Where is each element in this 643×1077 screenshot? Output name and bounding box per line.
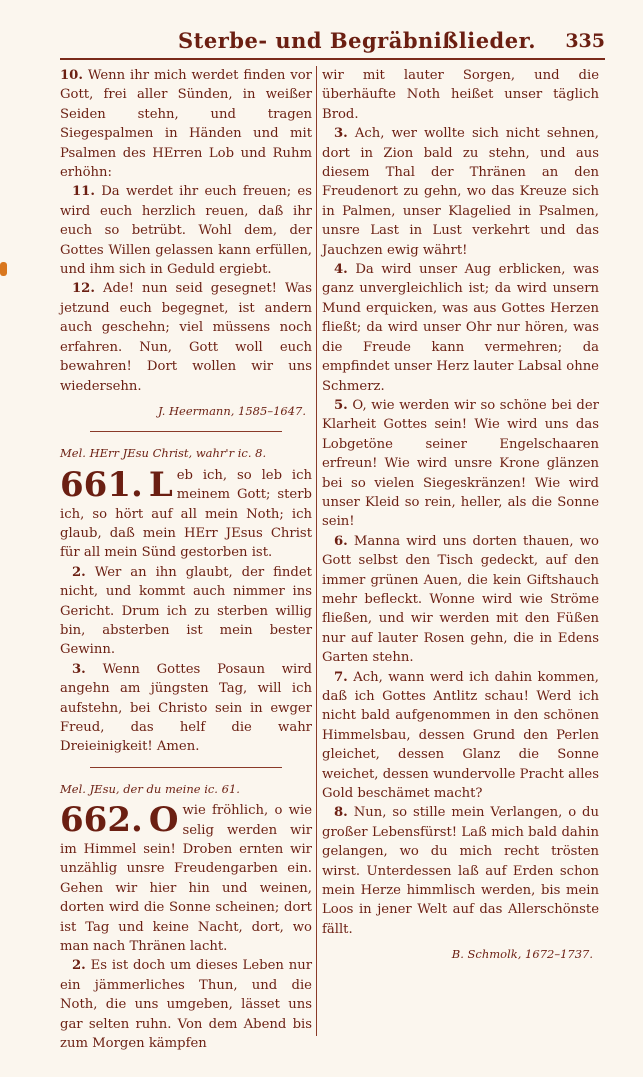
verse-text: Wenn ihr mich werdet finden vor Gott, frei aller Sünden, in weißer Seiden stehn, und tragen Siegespalmen in Händen und mit Psalmen des HErren Lob und Ruhm erhöhn: bbox=[60, 68, 312, 181]
verse-number: 7. bbox=[334, 669, 348, 685]
verse-number: 4. bbox=[334, 262, 348, 278]
verse-4 bbox=[322, 260, 599, 396]
hymn-separator bbox=[90, 431, 282, 432]
verse-text: Nun, so stille mein Verlangen, o du großer Lebensfürst! Laß mich bald dahin gelangen, wo du mich recht trösten wirst. Unterdessen laß auf Erden schon mein Herze himmlisch werden, bis mein Loos in jener Welt auf das Allerschönste fällt. bbox=[322, 805, 599, 937]
verse-text: Ade! nun seid gesegnet! Was jetzund euch begegnet, ist andern auch geschehn; viel müssens noch erfahren. Nun, Gott woll euch bewahren! Dort wollen wir uns wiedersehn. bbox=[60, 281, 312, 394]
verse-number: 10. bbox=[60, 68, 83, 83]
column-divider bbox=[316, 66, 317, 1036]
left-column bbox=[60, 66, 312, 1054]
melody-line: Mel. JEsu, der du meine ic. 61. bbox=[60, 781, 240, 796]
hymn-662-first-verse bbox=[60, 801, 312, 956]
verse-number: 11. bbox=[72, 184, 95, 200]
verse-text: O, wie werden wir so schöne bei der Klarheit Gottes sein! Wie wird uns das Lobgetöne seiner Engelschaaren erfreun! Wie wird unsre Krone glänzen bei so vielen Siegeskränzen! Wie wird unser Kleid so rein, heller, als die Sonne sein! bbox=[322, 397, 599, 530]
melody-line: Mel. HErr JEsu Christ, wahr'r ic. 8. bbox=[60, 446, 267, 461]
verse-number: 8. bbox=[334, 805, 348, 821]
verse-text: Wenn Gottes Posaun wird angehn am jüngsten Tag, will ich aufstehn, bei Christo sein in ewger Freud, das helf die wahr Dreieinigkeit! Amen. bbox=[60, 661, 312, 755]
verse-number: 12. bbox=[72, 281, 95, 297]
verse-number: 2. bbox=[72, 564, 86, 580]
hymn-662-verse-2 bbox=[60, 956, 312, 1053]
verse-text: wie fröhlich, o wie selig werden wir im Himmel sein! Droben ernten wir unzählig unsre Freudengarben ein. Gehen wir hier hin und weinen, dorten wird die Sonne scheinen; dort ist Tag und keine Nacht, dort, wo man nach Thränen lacht. bbox=[60, 803, 312, 955]
hymn-661-verse-3 bbox=[60, 660, 312, 757]
verse-text: Da wird unser Aug erblicken, was ganz unvergleichlich ist; da wird unsern Mund erquicken, was aus Gottes Herzen fließt; da wird unser Ohr nur hören, was die Freude kann vermehren; da empfindet unser Herz lauter Labsal ohne Schmerz. bbox=[322, 262, 599, 394]
page-number: 335 bbox=[565, 30, 605, 52]
verse-number: 2. bbox=[72, 958, 86, 974]
verse-text: wir mit lauter Sorgen, und die überhäufte Noth heißet unser täglich Brod. bbox=[322, 68, 599, 122]
hymn-number: 661. bbox=[60, 464, 143, 505]
hymn-separator bbox=[90, 767, 282, 768]
verse-11 bbox=[60, 182, 312, 279]
verse-number: 6. bbox=[334, 533, 348, 549]
section-title: Sterbe- und Begräbnißlieder. bbox=[178, 28, 537, 53]
hymn-661-verse-2 bbox=[60, 563, 312, 660]
hymn-author: B. Schmolk, 1672–1737. bbox=[451, 947, 593, 962]
drop-initial: O bbox=[148, 800, 179, 841]
hymn-author: J. Heermann, 1585–1647. bbox=[158, 403, 306, 418]
verse-7 bbox=[322, 668, 599, 804]
right-column bbox=[322, 66, 599, 969]
verse-text: Da werdet ihr euch freuen; es wird euch herzlich reuen, daß ihr euch so betrübt. Wohl dem, der Gottes Willen gelassen kann erfüllen, und ihm sich in Geduld ergiebt. bbox=[60, 184, 312, 278]
verse-text: Wer an ihn glaubt, der findet nicht, und kommt auch nimmer ins Gericht. Drum ich zu sterben willig bin, absterben ist mein bester Gewinn. bbox=[60, 564, 312, 658]
verse-6 bbox=[322, 532, 599, 668]
verse-text: Ach, wann werd ich dahin kommen, daß ich Gottes Antlitz schau! Werd ich nicht bald aufgenommen in den schönen Himmelsbau, dessen Grund den Perlen gleichet, dessen Glanz die Sonne weichet, dessen wundervolle Pracht alles Gold beschämet macht? bbox=[322, 669, 599, 802]
verse-text: eb ich, so leb ich meinem Gott; sterb ich, so hört auf all mein Noth; ich glaub, daß mein HErr JEsus Christ für all mein Sünd gestorben ist. bbox=[60, 467, 312, 561]
verse-text: Manna wird uns dorten thauen, wo Gott selbst den Tisch gedeckt, auf den immer grünen Auen, die kein Giftshauch mehr befleckt. Wonne wird wie Ströme fließen, und wir werden mit den Füßen nur auf lauter Rosen gehn, die in Edens Garten stehn. bbox=[322, 533, 599, 666]
verse-number: 3. bbox=[334, 126, 348, 142]
drop-initial: L bbox=[148, 464, 173, 505]
verse-number: 3. bbox=[72, 661, 86, 677]
page-margin-mark bbox=[0, 262, 7, 276]
verse-10 bbox=[60, 66, 312, 182]
verse-number: 5. bbox=[334, 397, 348, 413]
running-header bbox=[60, 18, 605, 60]
verse-12 bbox=[60, 279, 312, 395]
verse-continuation bbox=[322, 66, 599, 124]
verse-8 bbox=[322, 803, 599, 939]
verse-text: Ach, wer wollte sich nicht sehnen, dort in Zion bald zu stehn, und aus diesem Thal der Thränen an den Freudenort zu gehn, wo das Kreuze sich in Palmen, unser Klagelied in Psalmen, unsre Last in Lust verkehrt und das Jauchzen ewig währt! bbox=[322, 126, 599, 258]
verse-3 bbox=[322, 124, 599, 260]
verse-5 bbox=[322, 396, 599, 532]
hymn-number: 662. bbox=[60, 800, 143, 841]
verse-text: Es ist doch um dieses Leben nur ein jämmerliches Thun, und die Noth, die uns umgeben, lässet uns gar selten ruhn. Von dem Abend bis zum Morgen kämpfen bbox=[60, 958, 312, 1052]
hymn-661-first-verse bbox=[60, 466, 312, 563]
